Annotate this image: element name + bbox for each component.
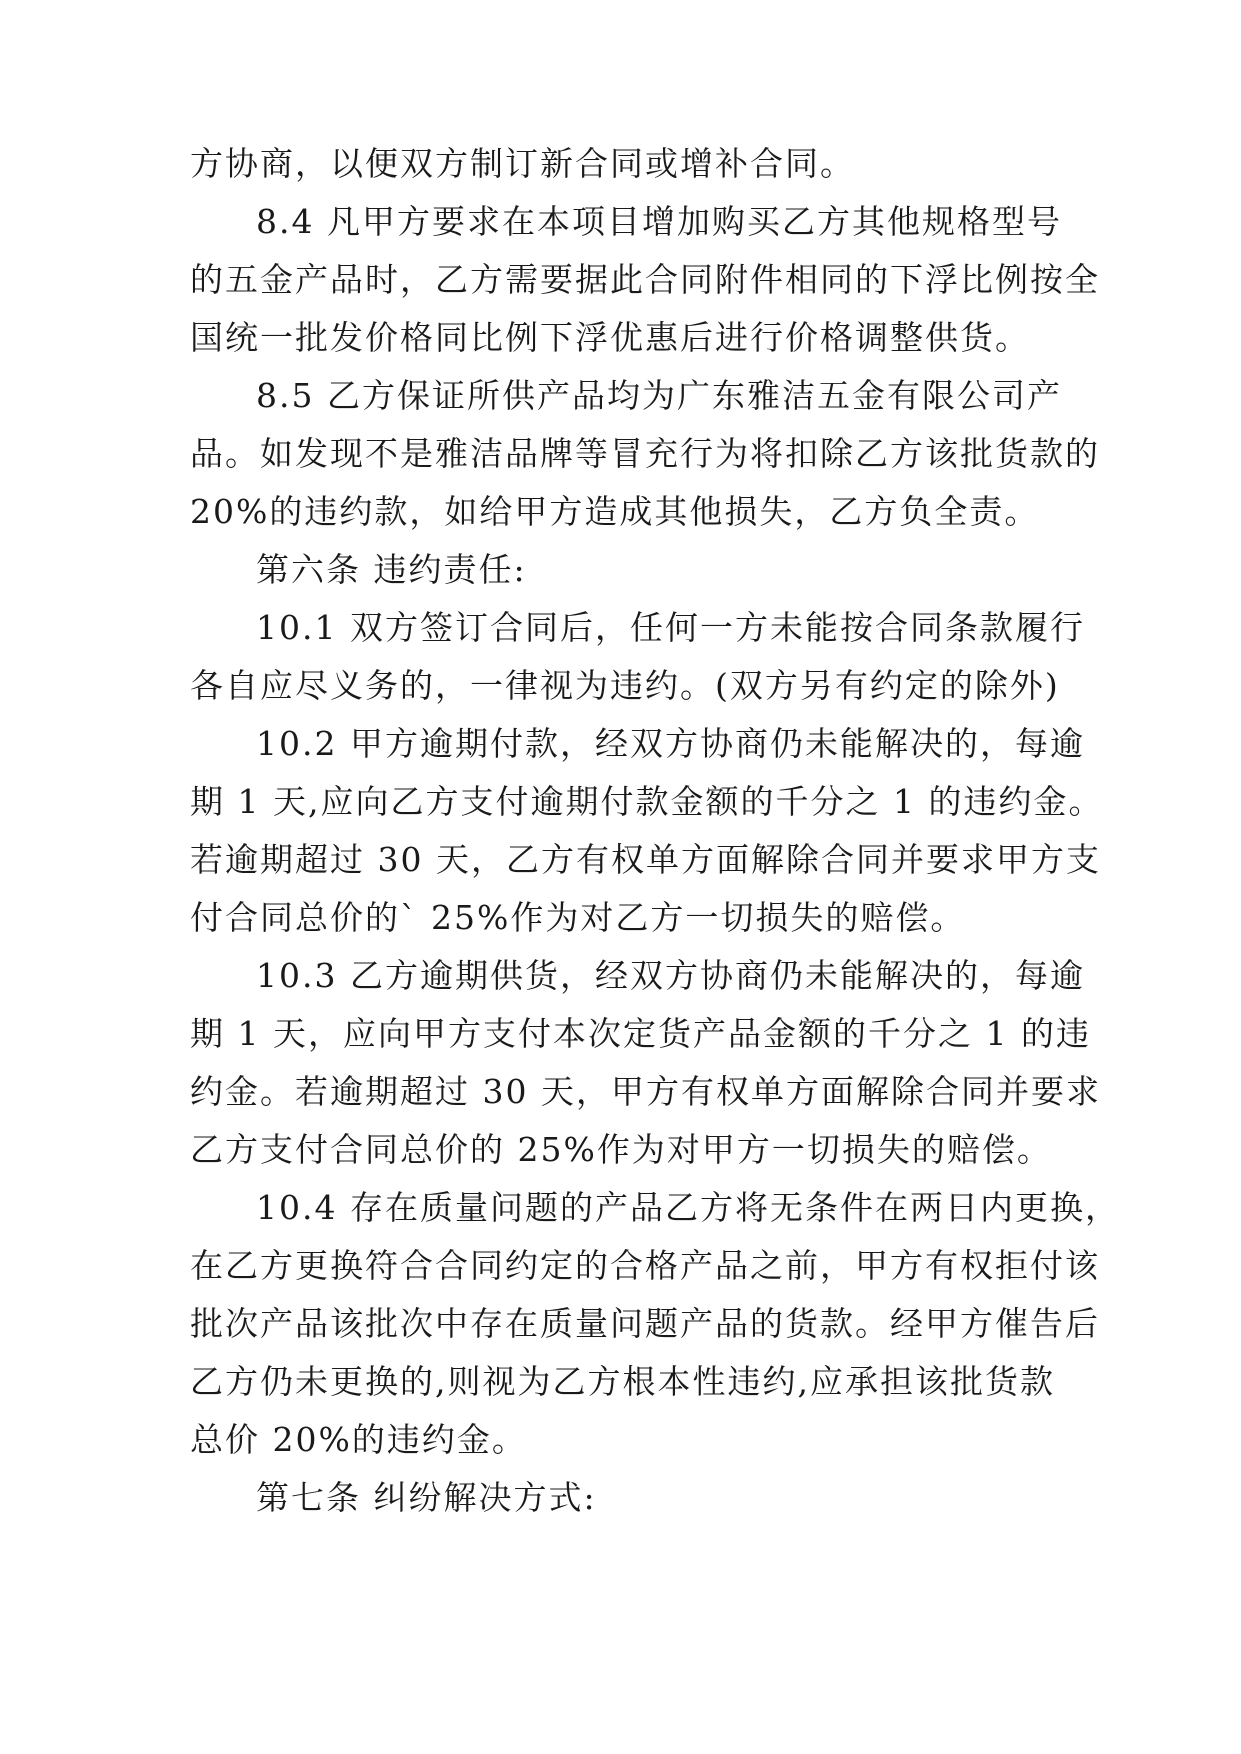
text-line: 各自应尽义务的，一律视为违约。(双方另有约定的除外)	[190, 666, 1060, 705]
text-line: 乙方支付合同总价的 25%作为对甲方一切损失的赔偿。	[190, 1130, 1052, 1169]
text-line: 8.5 乙方保证所供产品均为广东雅洁五金有限公司产	[256, 376, 1062, 415]
text-line: 乙方仍未更换的,则视为乙方根本性违约,应承担该批货款	[190, 1362, 1055, 1401]
text-line: 10.1 双方签订合同后，任何一方未能按合同条款履行	[256, 608, 1085, 647]
text-line: 约金。若逾期超过 30 天，甲方有权单方面解除合同并要求	[190, 1072, 1101, 1111]
text-line: 方协商，以便双方制订新合同或增补合同。	[190, 144, 855, 183]
text-line: 付合同总价的` 25%作为对乙方一切损失的赔偿。	[190, 898, 966, 937]
section-heading: 第六条 违约责任:	[256, 550, 527, 589]
section-heading: 第七条 纠纷解决方式:	[256, 1478, 597, 1517]
text-line: 若逾期超过 30 天，乙方有权单方面解除合同并要求甲方支	[190, 840, 1101, 879]
text-line: 8.4 凡甲方要求在本项目增加购买乙方其他规格型号	[256, 202, 1062, 241]
text-line: 10.2 甲方逾期付款，经双方协商仍未能解决的，每逾	[256, 724, 1085, 763]
text-line: 的五金产品时，乙方需要据此合同附件相同的下浮比例按全	[190, 260, 1100, 299]
text-line: 期 1 天,应向乙方支付逾期付款金额的千分之 1 的违约金。	[190, 782, 1104, 821]
text-line: 20%的违约款，如给甲方造成其他损失，乙方负全责。	[190, 492, 1040, 531]
text-line: 在乙方更换符合合同约定的合格产品之前，甲方有权拒付该	[190, 1246, 1100, 1285]
text-line: 10.4 存在质量问题的产品乙方将无条件在两日内更换，	[256, 1188, 1120, 1227]
text-line: 批次产品该批次中存在质量问题产品的货款。经甲方催告后	[190, 1304, 1100, 1343]
text-line: 国统一批发价格同比例下浮优惠后进行价格调整供货。	[190, 318, 1030, 357]
text-line: 期 1 天，应向甲方支付本次定货产品金额的千分之 1 的违	[190, 1014, 1091, 1053]
text-line: 品。如发现不是雅洁品牌等冒充行为将扣除乙方该批货款的	[190, 434, 1100, 473]
text-line: 总价 20%的违约金。	[190, 1420, 527, 1459]
text-line: 10.3 乙方逾期供货，经双方协商仍未能解决的，每逾	[256, 956, 1085, 995]
